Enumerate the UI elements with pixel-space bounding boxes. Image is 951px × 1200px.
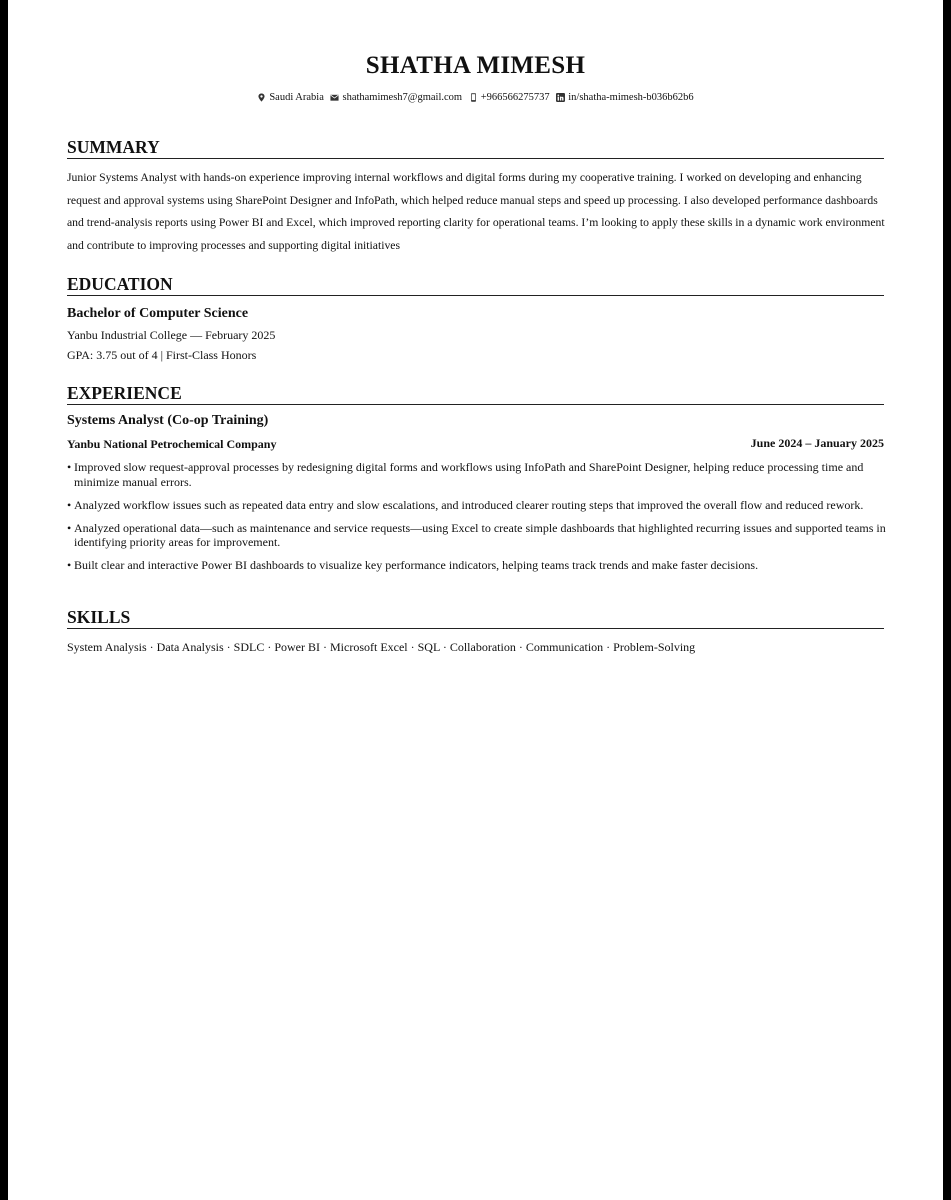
summary-heading: SUMMARY	[67, 137, 884, 159]
candidate-name: SHATHA MIMESH	[365, 52, 586, 79]
linkedin-text[interactable]: in/shatha-mimesh-b036b62b6	[568, 92, 694, 104]
location-text: Saudi Arabia	[269, 92, 324, 104]
envelope-icon	[330, 93, 339, 102]
list-item: • Built clear and interactive Power BI dashboards to visualize key performance indicators, helping teams track trends and make faster decisions.	[67, 558, 893, 573]
job-title: Systems Analyst (Co-op Training)	[67, 413, 269, 428]
company-name: Yanbu National Petrochemical Company	[67, 437, 277, 451]
skills-list: System Analysis · Data Analysis · SDLC · Power BI · Microsoft Excel · SQL · Collaboration · Communication · Problem-Solving	[67, 640, 696, 654]
contact-phone[interactable]	[469, 92, 550, 103]
contact-location	[257, 92, 324, 103]
phone-text[interactable]: +966566275737	[480, 92, 550, 104]
contact-email[interactable]	[330, 92, 462, 103]
resume-page	[8, 0, 943, 1200]
job-dates: June 2024 – January 2025	[750, 436, 884, 450]
email-text[interactable]: shathamimesh7@gmail.com	[342, 92, 463, 104]
summary-text: Junior Systems Analyst with hands-on experience improving internal workflows and digital forms during my cooperative training. I worked on developing and enhancing request and approval systems using SharePoint Designer and InfoPath, which helped reduce manual steps and speed up processing. I also developed performance dashboards and trend-analysis reports using Power BI and Excel, which improved reporting clarity for operational teams. I’m looking to apply these skills in a dynamic work environment and contribute to improving processes and supporting digital initiatives	[67, 171, 885, 252]
skills-heading: SKILLS	[67, 607, 884, 629]
list-item: • Improved slow request-approval processes by redesigning digital forms and workflows using InfoPath and SharePoint Designer, helping reduce processing time and minimize manual errors.	[67, 460, 893, 489]
degree-title: Bachelor of Computer Science	[67, 306, 249, 321]
contact-bar	[8, 92, 943, 103]
list-item: • Analyzed operational data—such as maintenance and service requests—using Excel to create simple dashboards that highlighted recurring issues and supported teams in identifying priority areas for improvement.	[67, 521, 893, 550]
location-pin-icon	[257, 93, 266, 102]
experience-bullets	[67, 460, 893, 581]
linkedin-icon	[556, 93, 565, 102]
contact-linkedin[interactable]	[556, 92, 693, 103]
phone-icon	[469, 93, 478, 102]
list-item: • Analyzed workflow issues such as repeated data entry and slow escalations, and introduced clearer routing steps that improved the overall flow and reduced rework.	[67, 498, 893, 513]
school-line: Yanbu Industrial College — February 2025	[67, 328, 276, 342]
education-heading: EDUCATION	[67, 274, 884, 296]
gpa-line: GPA: 3.75 out of 4 | First-Class Honors	[67, 348, 257, 362]
experience-heading: EXPERIENCE	[67, 383, 884, 405]
